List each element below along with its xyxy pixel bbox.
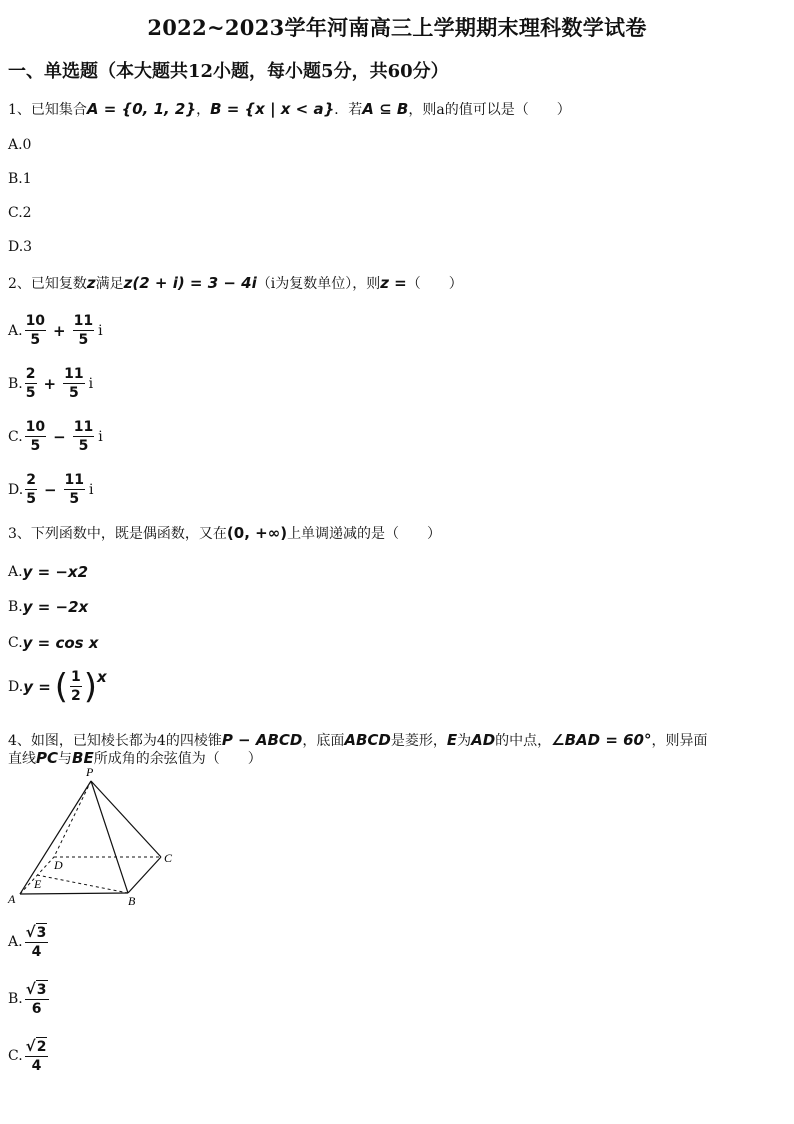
radical-icon: √	[25, 1037, 36, 1055]
imaginary-unit: i	[98, 322, 103, 339]
q4-prefix: 4、如图，已知棱长都为4的四棱锥	[8, 733, 222, 749]
radical-icon: √	[25, 980, 36, 998]
q2-option-c[interactable]	[8, 418, 103, 455]
question-1	[8, 100, 571, 119]
option-label: D.	[8, 678, 24, 695]
q4-mid6: 与	[58, 751, 73, 767]
q1-sep: ，	[196, 102, 211, 118]
denominator: 5	[78, 438, 89, 454]
q1-prefix: 1、已知集合	[8, 102, 87, 118]
exam-title: 2022~2023学年河南高三上学期期末理科数学试卷	[147, 15, 647, 40]
denominator: 5	[30, 332, 41, 348]
fraction	[25, 923, 49, 961]
edge-pa	[20, 781, 91, 894]
q3-option-c[interactable]	[8, 634, 99, 652]
imaginary-unit: i	[98, 428, 103, 445]
q2-option-a[interactable]	[8, 312, 103, 349]
q2-option-b[interactable]	[8, 365, 93, 402]
fraction	[25, 312, 46, 349]
q4-option-a[interactable]	[8, 923, 50, 961]
pyramid-figure	[6, 762, 186, 907]
q4-be: BE	[72, 749, 94, 767]
numerator: 11	[64, 366, 84, 382]
q4-e: E	[446, 731, 458, 749]
imaginary-unit: i	[88, 375, 94, 392]
question-3	[8, 524, 441, 543]
numerator	[25, 923, 49, 943]
option-label: C.	[8, 428, 23, 445]
fraction	[63, 365, 84, 402]
option-text: A.0	[8, 137, 32, 153]
q4-base: ABCD	[344, 731, 391, 749]
q3-option-d[interactable]	[8, 668, 107, 705]
option-label: B.	[8, 599, 23, 615]
q2-option-d[interactable]	[8, 471, 93, 508]
denominator: 5	[68, 385, 79, 401]
denominator: 4	[31, 1058, 42, 1074]
q2-z-eq: z =	[380, 274, 407, 292]
q4-angle: ∠BAD = 60°	[551, 731, 652, 749]
section-heading: 一、单选题（本大题共12小题，每小题5分，共60分）	[8, 61, 449, 82]
option-label: D.	[8, 481, 24, 498]
radicand: 3	[36, 982, 47, 998]
q1-set-a: A = {0, 1, 2}	[86, 100, 197, 118]
q1-dot: ．若	[334, 102, 363, 118]
q1-set-b: B = {x | x < a}	[210, 100, 335, 118]
operator: +	[53, 321, 66, 340]
q1-option-d[interactable]	[8, 239, 32, 255]
q4-option-c[interactable]	[8, 1037, 50, 1075]
left-paren: (	[54, 666, 69, 707]
q2-mid: 满足	[95, 276, 124, 292]
right-paren: )	[83, 666, 98, 707]
edge-pc	[91, 781, 161, 857]
q4-mid5: ，则异面	[651, 733, 708, 749]
q4-mid2: 是菱形，	[390, 733, 447, 749]
option-label: B.	[8, 375, 23, 392]
q1-option-c[interactable]	[8, 205, 32, 221]
q4-ad: AD	[471, 731, 496, 749]
denominator: 5	[30, 438, 41, 454]
option-label: A.	[8, 934, 23, 950]
label-e: E	[34, 877, 42, 891]
option-label: C.	[8, 635, 23, 651]
option-label: C.	[8, 1048, 23, 1064]
radicand: 3	[36, 925, 47, 941]
label-c: C	[164, 851, 173, 865]
operator: −	[53, 427, 66, 446]
q4-option-b[interactable]	[8, 980, 51, 1018]
function-expr: y = −2	[22, 598, 79, 616]
numerator: 10	[25, 419, 46, 435]
edge-pb	[91, 781, 128, 893]
option-label: A.	[8, 564, 23, 580]
numerator	[25, 980, 49, 1000]
fraction	[70, 668, 82, 705]
option-text: C.2	[8, 205, 32, 221]
numerator: 11	[73, 419, 94, 435]
label-b: B	[128, 894, 136, 907]
option-text: D.3	[8, 239, 33, 255]
fraction	[64, 471, 85, 508]
edge-pd	[54, 781, 91, 857]
q2-note: （i为复数单位），则	[256, 276, 381, 292]
label-d: D	[54, 858, 63, 872]
denominator: 5	[78, 332, 89, 348]
fraction	[25, 1037, 49, 1075]
numerator: 11	[64, 472, 84, 488]
q3-option-b[interactable]	[8, 598, 88, 616]
numerator: 1	[71, 669, 81, 685]
q4-pyramid: P − ABCD	[221, 731, 303, 749]
edge-ab	[20, 893, 128, 894]
q4-line2a: 直线	[8, 751, 36, 767]
function-lhs: y =	[23, 677, 51, 696]
numerator: 2	[26, 472, 36, 488]
numerator	[25, 1037, 49, 1057]
q2-z: z	[86, 274, 96, 292]
imaginary-unit: i	[89, 481, 94, 498]
exponent: 2	[77, 563, 89, 581]
q4-pc: PC	[36, 749, 59, 767]
numerator: 11	[73, 313, 94, 329]
option-text: B.1	[8, 171, 32, 187]
denominator: 5	[25, 385, 36, 401]
fraction	[73, 418, 94, 455]
operator: +	[43, 374, 57, 393]
fraction	[25, 418, 46, 455]
q2-equation: z(2 + i) = 3 − 4i	[123, 274, 257, 292]
exponent: x	[97, 668, 107, 686]
denominator: 5	[69, 491, 80, 507]
q3-option-a[interactable]	[8, 563, 88, 581]
q1-option-a[interactable]	[8, 137, 31, 153]
q4-suffix: 所成角的余弦值为（ ）	[93, 751, 262, 767]
edge-bc	[128, 857, 161, 893]
question-4-line-1	[8, 731, 708, 750]
q3-prefix: 3、下列函数中，既是偶函数，又在	[8, 526, 227, 542]
denominator: 2	[71, 688, 81, 704]
fraction	[25, 471, 37, 508]
q3-interval: (0, +∞)	[226, 524, 288, 542]
fraction	[73, 312, 94, 349]
radicand: 2	[36, 1039, 47, 1055]
fraction	[25, 980, 49, 1018]
function-expr: y = cos x	[22, 634, 99, 652]
fraction	[25, 365, 37, 402]
q2-prefix: 2、已知复数	[8, 276, 87, 292]
numerator: 10	[25, 313, 46, 329]
q1-option-b[interactable]	[8, 171, 32, 187]
question-2	[8, 274, 463, 293]
q1-suffix: ，则a的值可以是（ ）	[408, 102, 571, 118]
denominator: 4	[31, 944, 42, 960]
q2-suffix: （ ）	[406, 276, 463, 292]
radical-icon: √	[25, 923, 36, 941]
label-a: A	[8, 892, 16, 906]
q3-suffix: 上单调递减的是（ ）	[287, 526, 442, 542]
option-label: B.	[8, 991, 23, 1007]
label-p: P	[86, 765, 94, 779]
operator: −	[43, 480, 57, 499]
option-label: A.	[8, 322, 23, 339]
q1-relation: A ⊆ B	[362, 100, 409, 118]
q4-mid4: 的中点，	[495, 733, 552, 749]
denominator: 5	[26, 491, 36, 507]
exponent: x	[78, 598, 89, 616]
function-expr: y = −x	[22, 563, 78, 581]
q4-mid1: ，底面	[302, 733, 345, 749]
numerator: 2	[25, 366, 36, 382]
segment-be	[37, 875, 128, 893]
denominator: 6	[31, 1001, 42, 1017]
q4-mid3: 为	[457, 733, 472, 749]
